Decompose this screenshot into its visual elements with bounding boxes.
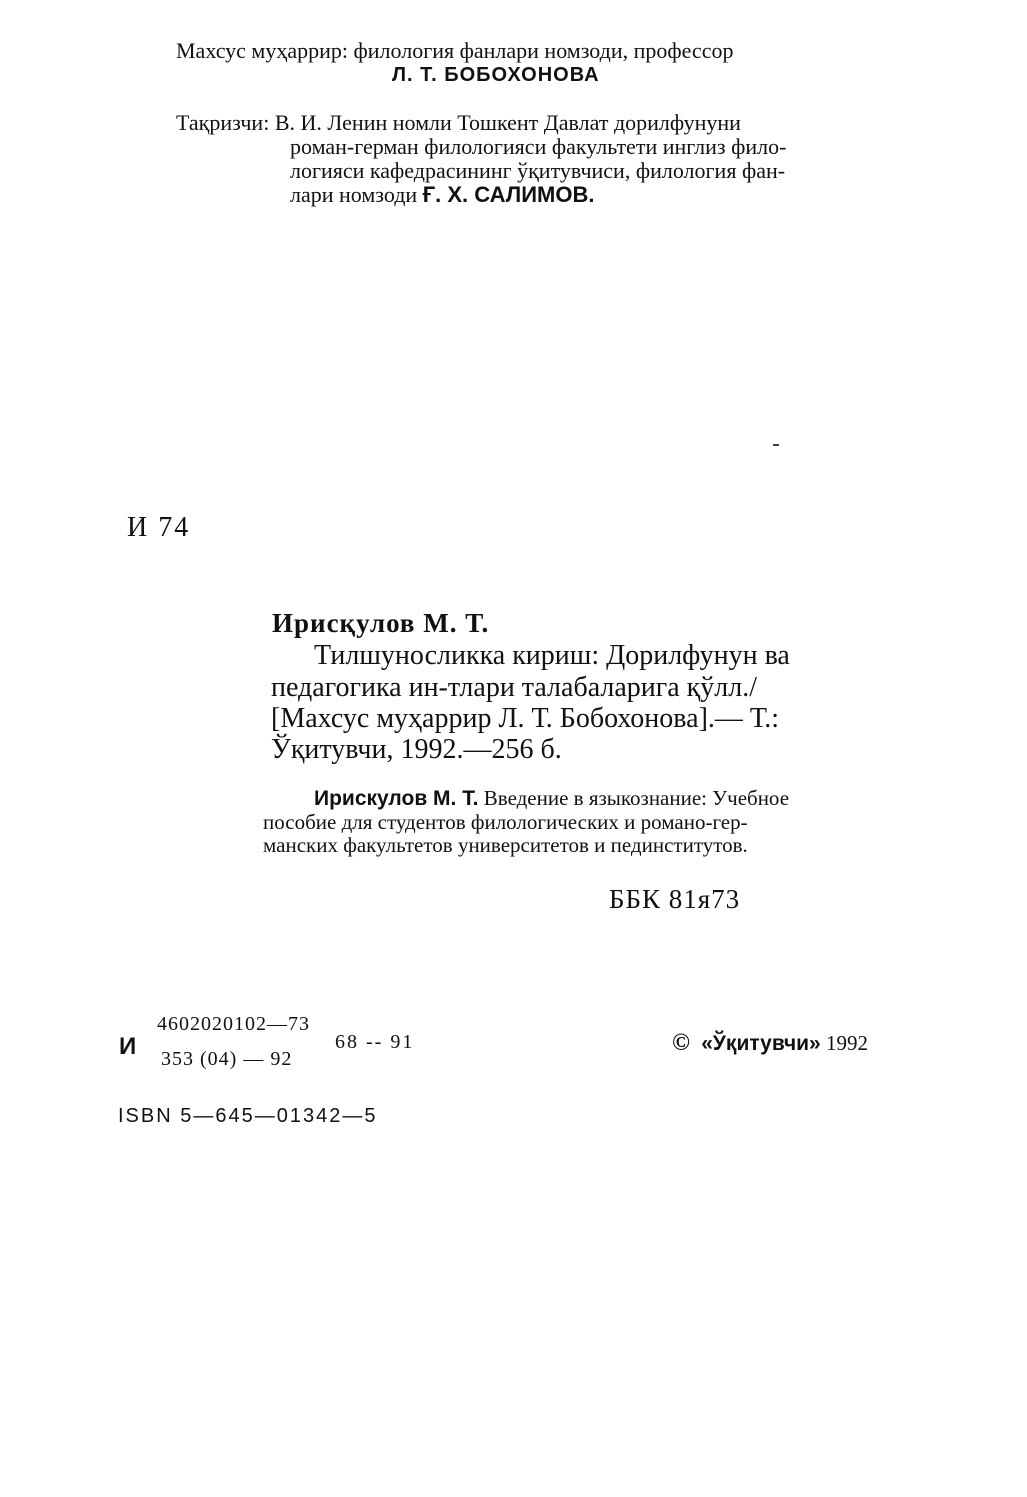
annotation-line-1-rest: Введение в языкознание: Учебное [483,786,790,810]
index-fraction-rule [157,1042,317,1043]
bibliography-line-2: педагогика ин-тлари талабаларига қўлл./ [271,672,757,703]
isbn: ISBN 5—645—01342—5 [118,1105,378,1127]
classification-code: И 74 [127,512,191,543]
copyright-year: 1992 [825,1031,868,1055]
copyright-icon: © [672,1030,690,1056]
bbk-code: ББК 81я73 [609,884,741,914]
reviewer-line-4 [290,182,594,208]
reviewer-line-2: роман-герман филологияси факультети инглиз фило- [290,134,787,159]
index-letter: И [119,1033,137,1060]
copyright-line [672,1030,868,1057]
bibliography-line-1: Тилшуносликка кириш: Дорилфунун ва [314,640,790,671]
reviewer-name: Ғ. Х. САЛИМОВ. [422,182,595,207]
editor-name: Л. Т. БОБОХОНОВА [392,64,600,86]
annotation-line-3: манских факультетов университетов и пединститутов. [263,833,748,857]
bibliography-line-4: Ўқитувчи, 1992.—256 б. [271,734,562,765]
annotation-line-2: пособие для студентов филологических и романо-гер- [263,810,748,834]
bibliography-author: Ирисқулов М. Т. [272,608,490,638]
annotation-line-1 [314,786,789,811]
bibliography-line-3: [Махсус муҳаррир Л. Т. Бобохонова].— Т.: [271,703,779,734]
reviewer-line-4-prefix: лари номзоди [290,182,418,207]
index-numerator: 4602020102—73 [157,1013,310,1035]
reviewer-line-1: Тақризчи: В. И. Ленин номли Тошкент Давлат дорилфунуни [176,110,741,135]
index-denominator: 353 (04) — 92 [161,1048,293,1070]
annotation-author: Ирискулов М. Т. [314,787,479,810]
copyright-publisher: «Ўқитувчи» [701,1032,821,1055]
stray-mark [773,444,779,446]
index-number: 68 -- 91 [335,1031,415,1053]
reviewer-line-3: логияси кафедрасининг ўқитувчиси, филология фан- [290,158,786,183]
editor-line: Махсус муҳаррир: филология фанлари номзоди, профессор [176,38,734,63]
